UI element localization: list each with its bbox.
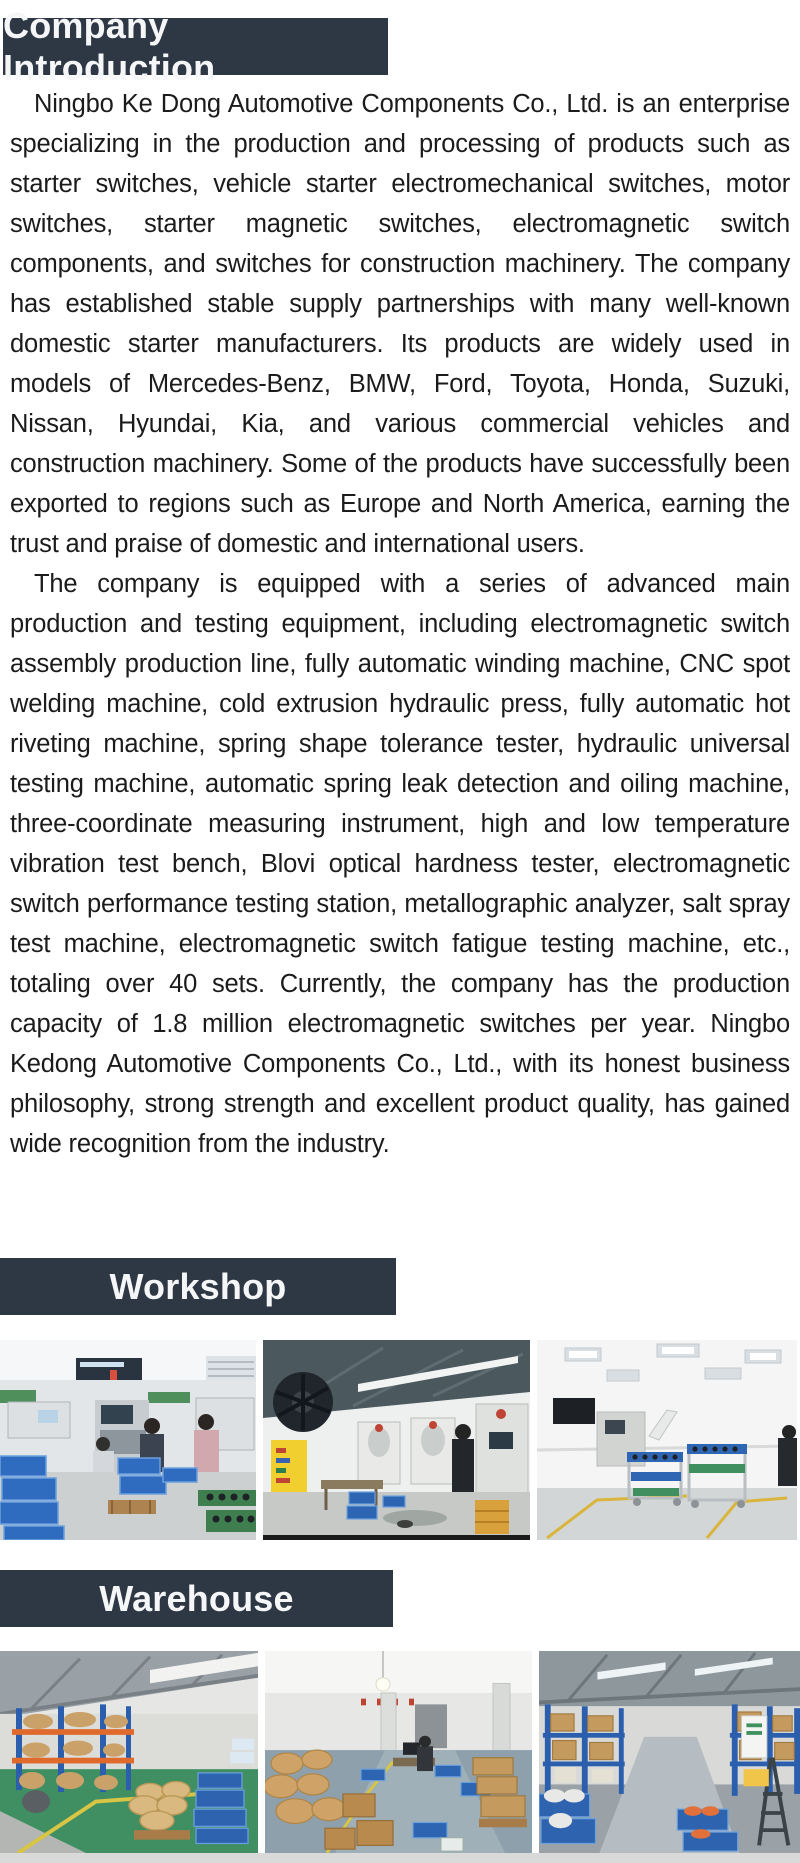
intro-paragraph-2: The company is equipped with a series of advanced main production and testing equipment, including electromagnetic switch assembly production line, fully automatic winding machine, CNC spot welding machine, cold extrusion hydraulic press, fully automatic hot riveting machine, spring shape tolerance tester, hydraulic universal testing machine, automatic spring leak detection and oiling machine, three-coordinate measuring instrument, high and low temperature vibration test bench, Blovi optical hardness tester, electromagnetic switch performance testing station, metallographic analyzer, salt spray test machine, electromagnetic switch fatigue testing machine, etc., totaling over 40 sets. Currently, the company has the production capacity of 1.8 million electromagnetic switches per year. Ningbo Kedong Automotive Components Co., Ltd., with its honest business philosophy, strong strength and excellent product quality, has gained wide recognition from the industry. <box>10 570 790 1158</box>
workshop-photo-2-illustration <box>263 1340 530 1540</box>
warehouse-photo-row <box>0 1651 800 1853</box>
bottom-strip <box>0 1853 800 1863</box>
workshop-title: Workshop <box>109 1265 287 1307</box>
warehouse-title: Warehouse <box>99 1577 294 1619</box>
company-introduction-title: Company Introduction <box>3 4 216 88</box>
warehouse-photo-1 <box>0 1651 258 1853</box>
workshop-header <box>0 1258 396 1315</box>
intro-paragraph-1: Ningbo Ke Dong Automotive Components Co., Ltd. is an enterprise specializing in the production and processing of products such as starter switches, vehicle starter electromechanical switches, motor switches, starter magnetic switches, electromagnetic switch components, and switches for construction machinery. The company has established stable supply partnerships with many well-known domestic starter manufacturers. Its products are widely used in models of Mercedes-Benz, BMW, Ford, Toyota, Honda, Suzuki, Nissan, Hyundai, Kia, and various commercial vehicles and construction machinery. Some of the products have successfully been exported to regions such as Europe and North America, earning the trust and praise of domestic and international users. <box>10 90 790 558</box>
company-introduction-text <box>10 84 790 1164</box>
workshop-photo-2 <box>263 1340 530 1540</box>
warehouse-photo-3 <box>539 1651 800 1853</box>
warehouse-photo-3-illustration <box>539 1651 800 1853</box>
warehouse-header <box>0 1570 393 1627</box>
warehouse-photo-2-illustration <box>265 1651 532 1853</box>
company-introduction-header <box>3 4 388 88</box>
warehouse-photo-1-illustration <box>0 1651 258 1853</box>
workshop-photo-1-illustration <box>0 1340 256 1540</box>
workshop-photo-1 <box>0 1340 256 1540</box>
workshop-photo-row <box>0 1340 797 1540</box>
warehouse-photo-2 <box>265 1651 532 1853</box>
workshop-photo-3 <box>537 1340 797 1540</box>
workshop-photo-3-illustration <box>537 1340 797 1540</box>
